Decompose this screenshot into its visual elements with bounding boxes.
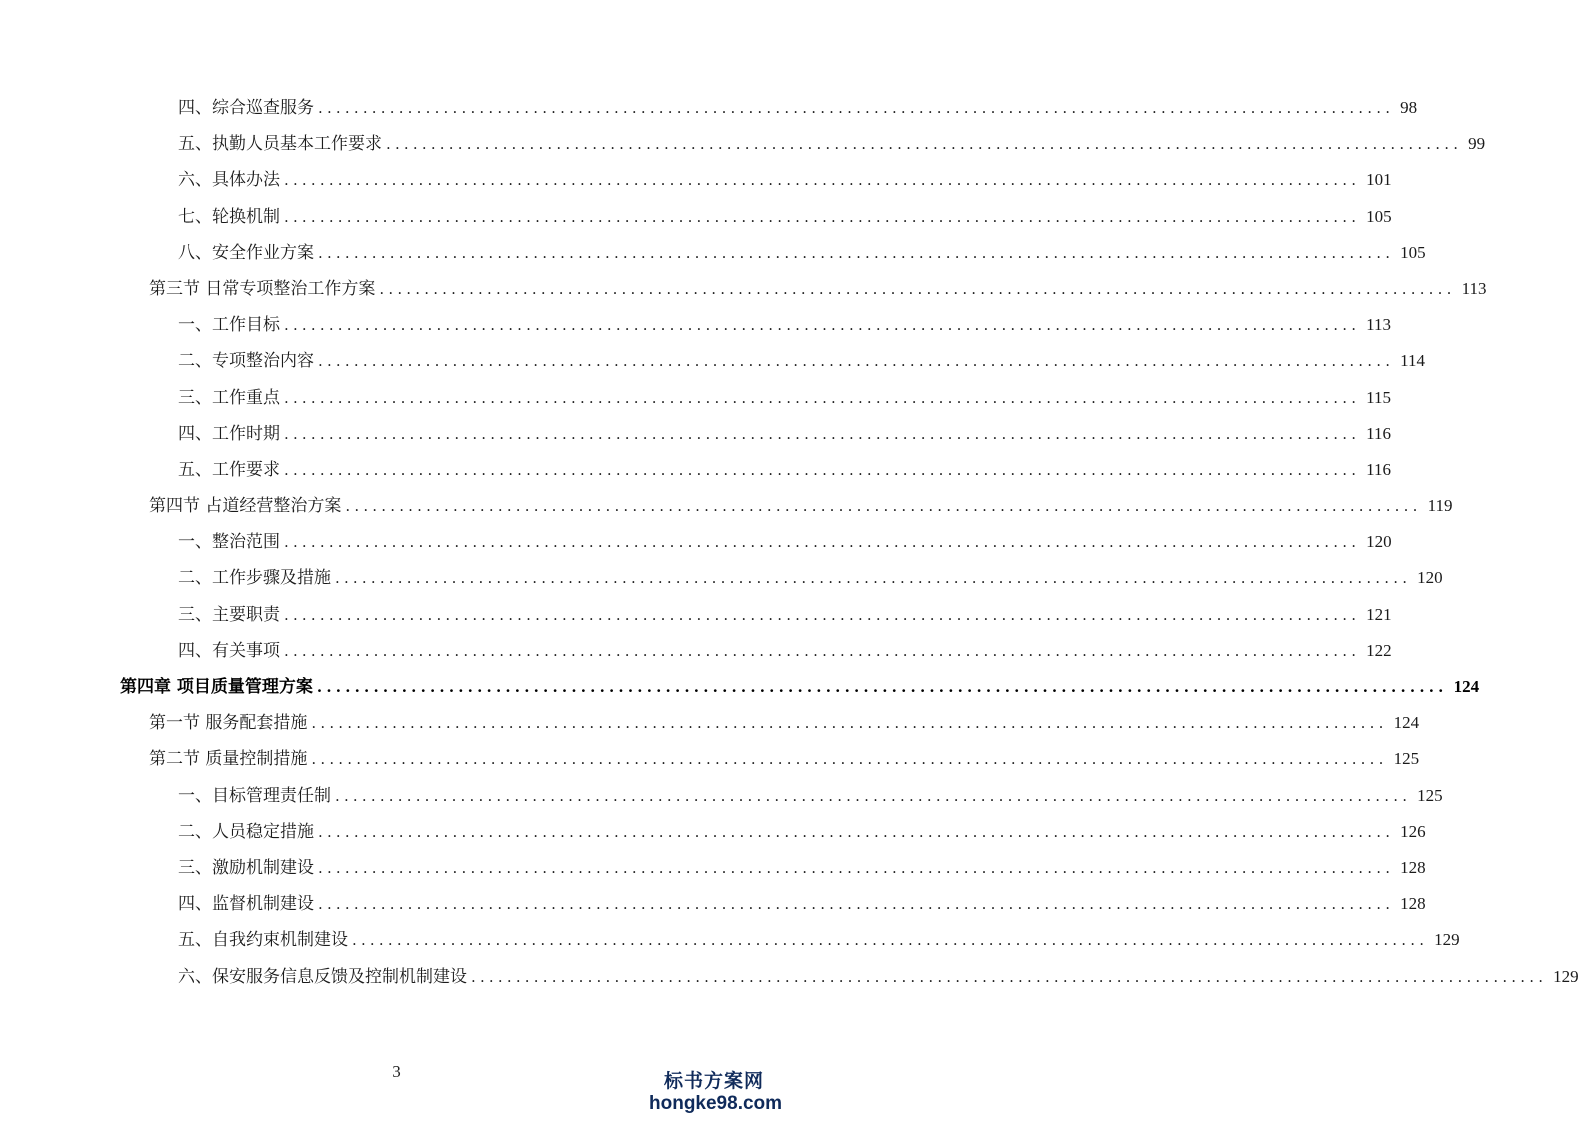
toc-entry-title: 三、激励机制建设 xyxy=(178,857,314,878)
toc-entry-page: 125 xyxy=(1393,749,1420,769)
dot-leader: ........................................................................................................................ xyxy=(318,822,1395,841)
toc-entry-title: 四、监督机制建设 xyxy=(178,894,314,915)
toc-entry-page: 114 xyxy=(1400,351,1426,371)
toc-entry-page: 116 xyxy=(1366,423,1392,443)
dot-leader: ........................................................................................................................ xyxy=(318,243,1395,262)
toc-entry-item[interactable] xyxy=(0,633,1392,669)
toc-entry-title: 第四章 项目质量管理方案 xyxy=(120,677,313,697)
dot-leader: ........................................................................................................................ xyxy=(316,678,1448,696)
toc-entry-page: 124 xyxy=(1453,677,1480,696)
toc-entry-item[interactable] xyxy=(0,235,1426,271)
toc-entry-page: 105 xyxy=(1366,206,1392,226)
toc-entry-page: 113 xyxy=(1461,278,1487,298)
watermark-chinese-text: 标书方案网 xyxy=(663,1070,764,1092)
toc-entry-page: 122 xyxy=(1366,640,1392,660)
toc-entry-page: 98 xyxy=(1400,98,1418,117)
toc-entry-title: 一、目标管理责任制 xyxy=(178,785,331,806)
toc-entry-title: 一、整治范围 xyxy=(178,532,280,553)
toc-entry-title: 第三节 日常专项整治工作方案 xyxy=(149,278,376,299)
toc-entry-title: 二、工作步骤及措施 xyxy=(178,568,331,589)
toc-entry-page: 121 xyxy=(1366,604,1392,624)
toc-entry-page: 129 xyxy=(1434,930,1460,950)
dot-leader: ........................................................................................................................ xyxy=(284,460,1361,479)
toc-entry-page: 126 xyxy=(1400,821,1426,841)
toc-entry-item[interactable] xyxy=(0,922,1460,958)
dot-leader: ........................................................................................................................ xyxy=(284,388,1361,407)
toc-list xyxy=(0,90,1579,995)
toc-entry-page: 113 xyxy=(1366,315,1392,335)
dot-leader: ........................................................................................................................ xyxy=(284,605,1361,624)
toc-entry-item[interactable] xyxy=(0,886,1426,922)
dot-leader: ........................................................................................................................ xyxy=(318,352,1395,371)
toc-entry-item[interactable] xyxy=(0,850,1426,886)
toc-entry-item[interactable] xyxy=(0,560,1443,596)
toc-entry-section[interactable] xyxy=(0,271,1487,307)
toc-entry-section[interactable] xyxy=(0,488,1453,524)
toc-entry-chapter[interactable] xyxy=(0,669,1480,705)
toc-entry-page: 120 xyxy=(1366,532,1392,552)
toc-entry-page: 99 xyxy=(1468,134,1486,154)
toc-entry-item[interactable] xyxy=(0,778,1443,814)
toc-entry-title: 六、保安服务信息反馈及控制机制建设 xyxy=(178,966,467,987)
toc-entry-title: 四、有关事项 xyxy=(178,640,280,661)
toc-entry-item[interactable] xyxy=(0,126,1486,162)
toc-entry-item[interactable] xyxy=(0,959,1579,995)
toc-entry-title: 三、主要职责 xyxy=(178,604,280,625)
toc-entry-title: 八、安全作业方案 xyxy=(178,242,314,263)
dot-leader: ........................................................................................................................ xyxy=(284,316,1361,335)
toc-entry-page: 120 xyxy=(1417,568,1443,588)
toc-entry-item[interactable] xyxy=(0,524,1392,560)
page-number: 3 xyxy=(392,1062,401,1081)
dot-leader: ........................................................................................................................ xyxy=(345,497,1422,516)
toc-entry-title: 四、综合巡查服务 xyxy=(178,98,314,118)
dot-leader: ........................................................................................................................ xyxy=(311,750,1388,769)
dot-leader: ........................................................................................................................ xyxy=(318,99,1395,117)
toc-entry-title: 第二节 质量控制措施 xyxy=(149,749,308,770)
toc-entry-title: 一、工作目标 xyxy=(178,315,280,336)
toc-entry-title: 五、执勤人员基本工作要求 xyxy=(178,134,382,155)
watermark-logo xyxy=(649,1069,783,1115)
toc-entry-item[interactable] xyxy=(0,380,1392,416)
watermark-url-text: hongke98.com xyxy=(649,1093,783,1114)
toc-entry-page: 125 xyxy=(1417,785,1443,805)
table-of-contents xyxy=(0,90,1579,995)
toc-entry-title: 五、自我约束机制建设 xyxy=(178,930,348,951)
dot-leader: ........................................................................................................................ xyxy=(318,895,1395,914)
dot-leader: ........................................................................................................................ xyxy=(386,135,1463,154)
toc-entry-page: 128 xyxy=(1400,894,1426,914)
toc-entry-title: 第一节 服务配套措施 xyxy=(149,713,308,734)
toc-entry-item[interactable] xyxy=(0,307,1392,343)
toc-entry-page: 101 xyxy=(1366,170,1392,190)
toc-entry-item[interactable] xyxy=(0,814,1426,850)
dot-leader: ........................................................................................................................ xyxy=(352,931,1429,950)
toc-entry-title: 三、工作重点 xyxy=(178,387,280,408)
dot-leader: ........................................................................................................................ xyxy=(335,786,1412,805)
dot-leader: ........................................................................................................................ xyxy=(284,424,1361,443)
dot-leader: ........................................................................................................................ xyxy=(284,533,1361,552)
toc-entry-title: 二、专项整治内容 xyxy=(178,351,314,372)
toc-entry-title: 六、具体办法 xyxy=(178,170,280,191)
toc-entry-page: 128 xyxy=(1400,857,1426,877)
dot-leader: ........................................................................................................................ xyxy=(284,641,1361,660)
toc-entry-title: 四、工作时期 xyxy=(178,423,280,444)
toc-entry-section[interactable] xyxy=(0,705,1420,741)
dot-leader: ........................................................................................................................ xyxy=(335,569,1412,588)
dot-leader: ........................................................................................................................ xyxy=(284,207,1361,226)
toc-entry-item[interactable] xyxy=(0,597,1392,633)
toc-entry-item[interactable] xyxy=(0,90,1418,126)
toc-entry-page: 129 xyxy=(1553,966,1579,986)
toc-entry-item[interactable] xyxy=(0,162,1392,198)
toc-entry-page: 119 xyxy=(1427,496,1453,516)
toc-entry-title: 七、轮换机制 xyxy=(178,206,280,227)
toc-entry-title: 第四节 占道经营整治方案 xyxy=(149,496,342,517)
toc-entry-item[interactable] xyxy=(0,452,1392,488)
toc-entry-page: 124 xyxy=(1393,713,1420,733)
dot-leader: ........................................................................................................................ xyxy=(311,714,1388,733)
toc-entry-item[interactable] xyxy=(0,199,1392,235)
dot-leader: ........................................................................................................................ xyxy=(318,858,1395,877)
toc-entry-title: 二、人员稳定措施 xyxy=(178,821,314,842)
dot-leader: ........................................................................................................................ xyxy=(379,279,1456,298)
toc-entry-item[interactable] xyxy=(0,343,1426,379)
toc-entry-section[interactable] xyxy=(0,741,1420,777)
toc-entry-item[interactable] xyxy=(0,416,1392,452)
toc-entry-page: 105 xyxy=(1400,242,1426,262)
toc-entry-page: 116 xyxy=(1366,459,1392,479)
dot-leader: ........................................................................................................................ xyxy=(284,171,1361,190)
toc-entry-page: 115 xyxy=(1366,387,1392,407)
toc-entry-title: 五、工作要求 xyxy=(178,459,280,480)
dot-leader: ........................................................................................................................ xyxy=(471,967,1548,986)
